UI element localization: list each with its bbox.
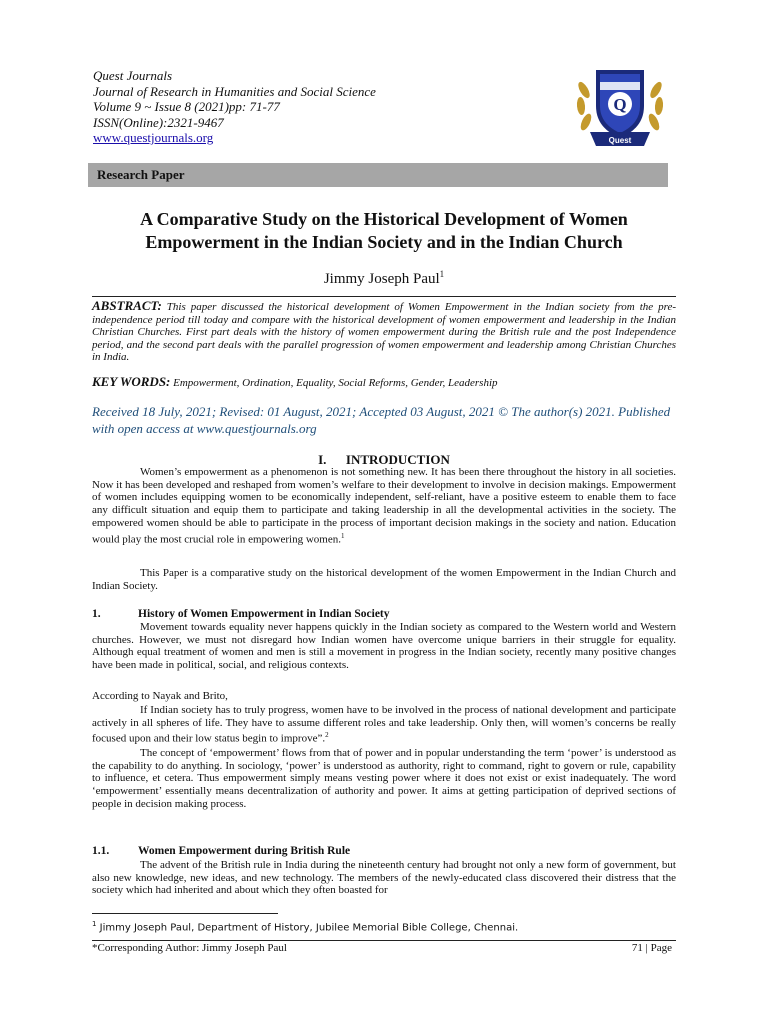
section-1-1-number: 1.1. <box>92 845 110 857</box>
intro-paragraph-2: This Paper is a comparative study on the historical development of the women Empowerment in the Indian Church and Indian Society. <box>92 567 676 592</box>
footnote-rule <box>92 913 278 914</box>
introduction-heading: I. INTRODUCTION <box>318 452 450 467</box>
section-1-1-title: Women Empowerment during British Rule <box>138 845 351 857</box>
footer-rule <box>92 940 676 941</box>
footnote-number: 1 <box>92 920 97 928</box>
journal-subtitle: Journal of Research in Humanities and Social Science <box>93 83 376 99</box>
journal-issn: ISSN(Online):2321-9467 <box>93 114 224 130</box>
author-line <box>88 264 680 289</box>
section-1-1-paragraph-1: The advent of the British rule in India during the nineteenth century had brought not only a new form of government, but also new knowledge, new ideas, and new technology. The members of the newly-educated class discovered their distress that the society which had inherited and about which they often boasted for <box>92 859 676 897</box>
journal-url-link[interactable]: www.questjournals.org <box>93 130 214 145</box>
intro-paragraph-1 <box>92 466 676 546</box>
journal-name: Quest Journals <box>93 68 173 83</box>
abstract <box>92 300 676 364</box>
section-1-title: History of Women Empowerment in Indian Society <box>138 608 390 620</box>
section-1-number: 1. <box>92 608 101 620</box>
section-1-paragraph-1: Movement towards equality never happens quickly in the Indian society as compared to the Western world and Western churches. However, we must not disregard how Indian women have overcome unique barriers in their struggle for equality. Although equal treatment of women and men is still a movement in progress in the Indian society, recently many positive changes have been made in political, social, and religious contexts. <box>92 621 676 672</box>
journal-volume: Volume 9 ~ Issue 8 (2021)pp: 71-77 <box>93 99 280 114</box>
logo-ribbon-text: Quest <box>608 136 632 145</box>
section-label-bar: Research Paper <box>88 163 668 187</box>
keywords <box>92 374 676 391</box>
section-1-quote <box>92 704 676 746</box>
paper-title: A Comparative Study on the Historical Development of Women Empowerment in the Indian Society and in the Indian Church <box>140 209 628 252</box>
abstract-label: ABSTRACT: <box>92 298 162 313</box>
footnote-text: Jimmy Joseph Paul, Department of History, Jubilee Memorial Bible College, Chennai. <box>99 922 519 934</box>
abstract-rule <box>92 296 676 297</box>
logo-letter: Q <box>613 95 627 114</box>
footnote <box>92 920 692 933</box>
received-dates: Received 18 July, 2021; Revised: 01 August, 2021; Accepted 03 August, 2021 © The author(s) 2021. Published with open access at www.questjournals.org <box>92 404 671 436</box>
abstract-text: This paper discussed the historical development of Women Empowerment in the Indian society from the pre- independence period till today and compare with the historical development of women empowerment and leadership in the Indian Christian Churches. First part deals with the history of women empowerment during the British rule and the post Independence period, and the second part deals with the parallel progression of women empowerment and leadership among Christian Churches in India. <box>92 301 676 364</box>
section-1-heading <box>92 608 390 620</box>
keywords-label: KEY WORDS: <box>92 374 171 389</box>
quest-logo-icon <box>574 60 666 150</box>
journal-header <box>93 68 513 146</box>
author-footnote-marker: 1 <box>439 269 445 279</box>
section-1-paragraph-4: The concept of ‘empowerment’ flows from that of power and in popular understanding the term ‘power’ is understood as the capability to do anything. In sociology, ‘power’ is understood as authority, right to command, right to govern or rule, capability to influence, et cetera. Thus empowerment simply means vesting power where it does not exist or exist inadequately. The word ‘empowerment’ essentially means decentralization of authority and power. It aims at getting participation of deprived sections of people in decision making process. <box>92 747 676 810</box>
intro-paragraph-1-text: Women’s empowerment as a phenomenon is not something new. It has been there throughout the history in all societies. Now it has been developed and reshaped from women’s welfare to their development to involve in decision makings. Empowerment of women includes equipping women to be economically independent, self-reliant, have a positive esteem to enable them to face any difficult situation and equip them to participate and taking leadership in all the developmental activities in the society. The empowered women should be able to participate in the process of important decision makings in the society and nation. Education would play the most crucial role in empowering women. <box>92 466 676 546</box>
section-1-1-heading <box>92 845 350 857</box>
corresponding-author: *Corresponding Author: Jimmy Joseph Paul <box>92 942 287 954</box>
section-1-quote-text: If Indian society has to truly progress, women have to be involved in the process of national development and participate actively in all spheres of life. They have to assume different roles and take leadership. Only then, will women’s concerns be really focused upon and their low status begin to improve”. <box>92 704 676 746</box>
author-name: Jimmy Joseph Paul <box>323 271 440 287</box>
keywords-text: Empowerment, Ordination, Equality, Social Reforms, Gender, Leadership <box>173 377 498 389</box>
footnote-marker-1: 1 <box>340 531 345 540</box>
section-1-paragraph-2: According to Nayak and Brito, <box>92 690 228 702</box>
page-number: 71 | Page <box>631 942 672 954</box>
footnote-marker-2: 2 <box>325 731 329 740</box>
